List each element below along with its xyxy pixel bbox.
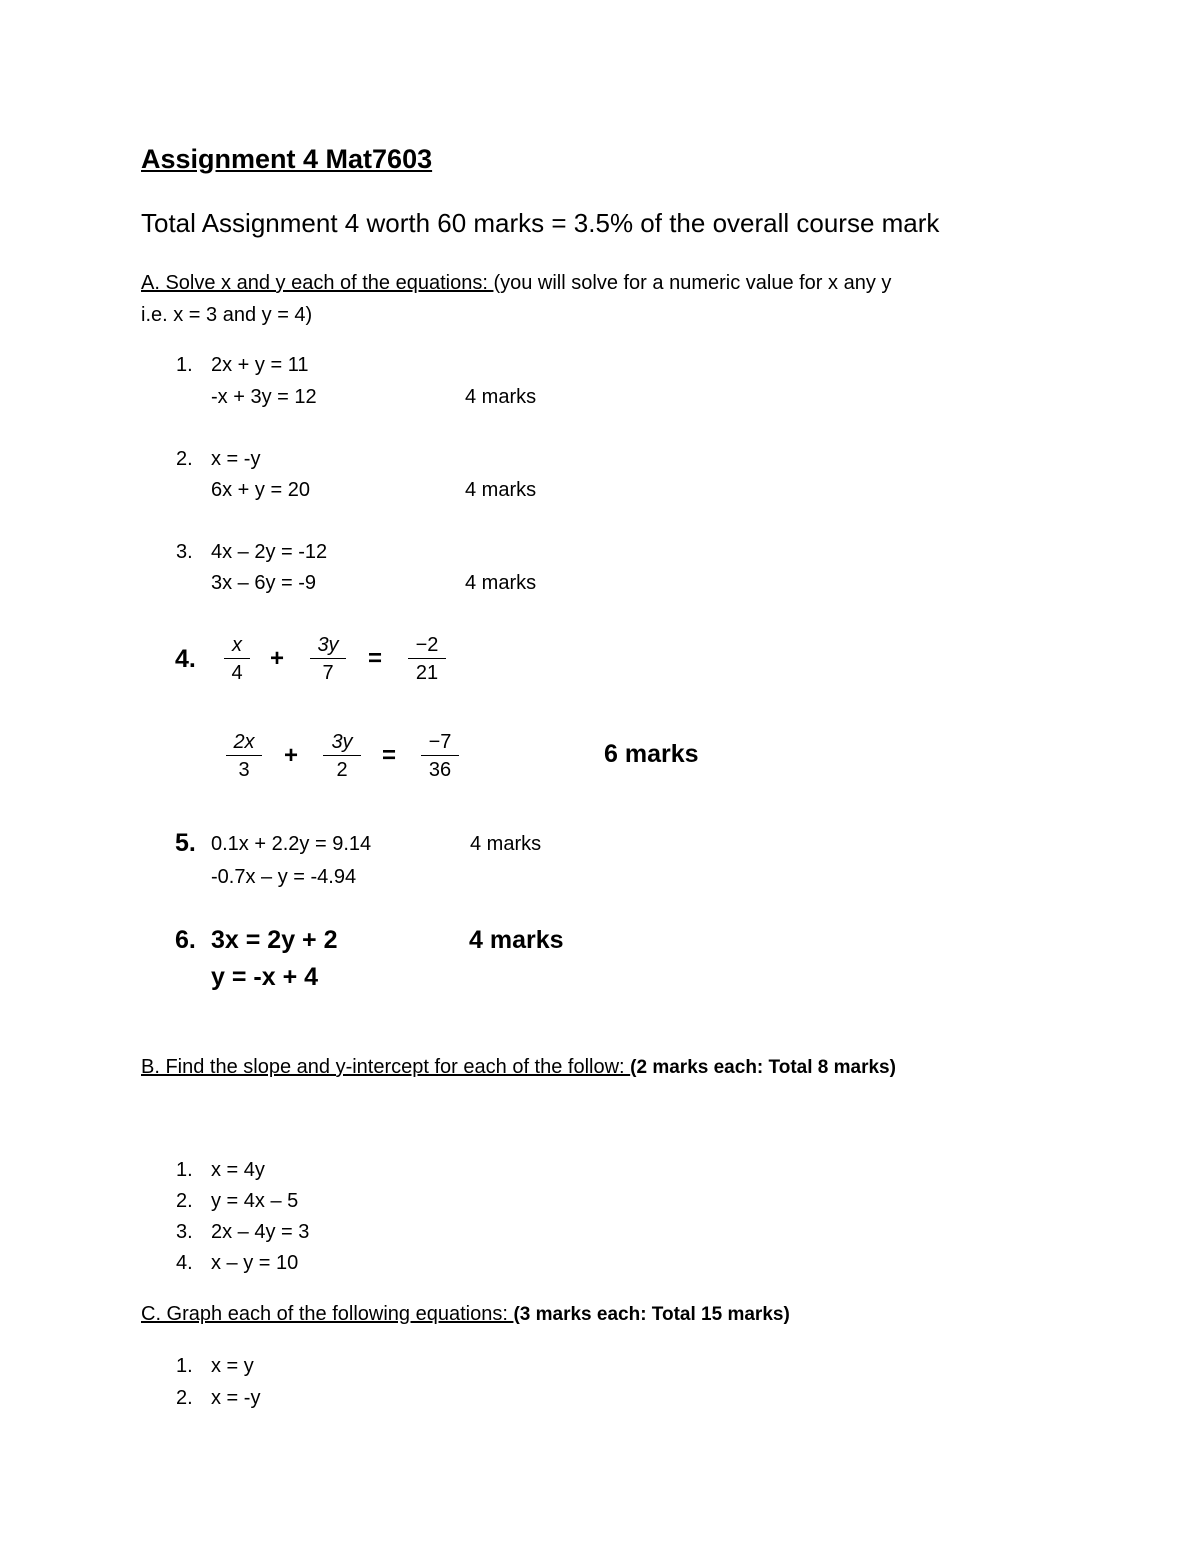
c-item-1-text: x = y — [211, 1355, 254, 1377]
q3-marks: 4 marks — [465, 572, 537, 594]
q2-equation-2: 6x + y = 20 — [211, 479, 310, 501]
q5-marks: 4 marks — [470, 833, 542, 855]
q6-number: 6. — [175, 926, 196, 954]
q4-row2-fraction-a — [226, 731, 262, 782]
fraction-numerator: 2x — [226, 731, 262, 756]
q2-number: 2. — [176, 448, 193, 470]
fraction-numerator: 3y — [310, 634, 346, 659]
q2-marks: 4 marks — [465, 479, 537, 501]
fraction-denominator: 3 — [238, 759, 250, 781]
q4-marks: 6 marks — [604, 740, 699, 768]
b-item-3-number: 3. — [176, 1221, 193, 1243]
fraction-numerator: −7 — [421, 731, 459, 756]
q3-number: 3. — [176, 541, 193, 563]
fraction-denominator: 4 — [231, 662, 243, 684]
q4-row2-fraction-c — [421, 731, 459, 782]
c-item-1-number: 1. — [176, 1355, 193, 1377]
q4-row1-fraction-b — [310, 634, 346, 685]
c-item-2-text: x = -y — [211, 1387, 261, 1409]
section-a-heading-underlined: A. Solve x and y each of the equations: — [141, 272, 494, 294]
q4-row1-fraction-c — [408, 634, 446, 685]
fraction-numerator: −2 — [408, 634, 446, 659]
section-c-heading — [141, 1303, 790, 1326]
section-b-heading-bold: (2 marks each: Total 8 marks) — [630, 1057, 896, 1078]
q3-equation-1: 4x – 2y = -12 — [211, 541, 328, 563]
fraction-denominator: 21 — [415, 662, 439, 684]
q4-row1-plus: + — [270, 645, 285, 672]
q4-row2-fraction-b — [323, 731, 361, 782]
b-item-2-number: 2. — [176, 1190, 193, 1212]
q4-row2-equals: = — [382, 742, 397, 769]
fraction-denominator: 7 — [322, 662, 334, 684]
b-item-1-text: x = 4y — [211, 1159, 265, 1181]
q3-equation-2: 3x – 6y = -9 — [211, 572, 317, 594]
q6-marks: 4 marks — [469, 926, 564, 954]
q4-row2-plus: + — [284, 742, 299, 769]
q6-equation-2: y = -x + 4 — [211, 963, 319, 991]
q1-equation-2: -x + 3y = 12 — [211, 386, 317, 408]
section-b-heading — [141, 1056, 896, 1079]
q2-equation-1: x = -y — [211, 448, 261, 470]
q5-equation-1: 0.1x + 2.2y = 9.14 — [211, 833, 372, 855]
section-b-heading-underlined: B. Find the slope and y-intercept for each of the follow: — [141, 1056, 631, 1078]
q4-number: 4. — [175, 645, 196, 673]
q4-row1-equals: = — [368, 645, 383, 672]
fraction-numerator: x — [224, 634, 250, 659]
q1-number: 1. — [176, 354, 193, 376]
b-item-1-number: 1. — [176, 1159, 193, 1181]
section-c-heading-bold: (3 marks each: Total 15 marks) — [513, 1304, 790, 1325]
page-subtitle: Total Assignment 4 worth 60 marks = 3.5% of the overall course mark — [141, 208, 940, 238]
q6-equation-1: 3x = 2y + 2 — [211, 926, 338, 954]
q1-equation-1: 2x + y = 11 — [211, 354, 309, 376]
section-a-heading-rest: (you will solve for a numeric value for x any y — [493, 272, 892, 294]
q5-number: 5. — [175, 829, 196, 857]
b-item-2-text: y = 4x – 5 — [211, 1190, 299, 1212]
section-c-heading-underlined: C. Graph each of the following equations: — [141, 1303, 514, 1325]
c-item-2-number: 2. — [176, 1387, 193, 1409]
page-title: Assignment 4 Mat7603 — [141, 144, 433, 174]
b-item-4-number: 4. — [176, 1252, 193, 1274]
q5-equation-2: -0.7x – y = -4.94 — [211, 866, 357, 888]
fraction-numerator: 3y — [323, 731, 361, 756]
section-a-heading-line2: i.e. x = 3 and y = 4) — [141, 304, 313, 326]
b-item-3-text: 2x – 4y = 3 — [211, 1221, 310, 1243]
b-item-4-text: x – y = 10 — [211, 1252, 299, 1274]
section-a-heading — [141, 272, 891, 295]
q4-row1-fraction-a — [224, 634, 250, 685]
fraction-denominator: 2 — [336, 759, 348, 781]
fraction-denominator: 36 — [428, 759, 452, 781]
q1-marks: 4 marks — [465, 386, 537, 408]
